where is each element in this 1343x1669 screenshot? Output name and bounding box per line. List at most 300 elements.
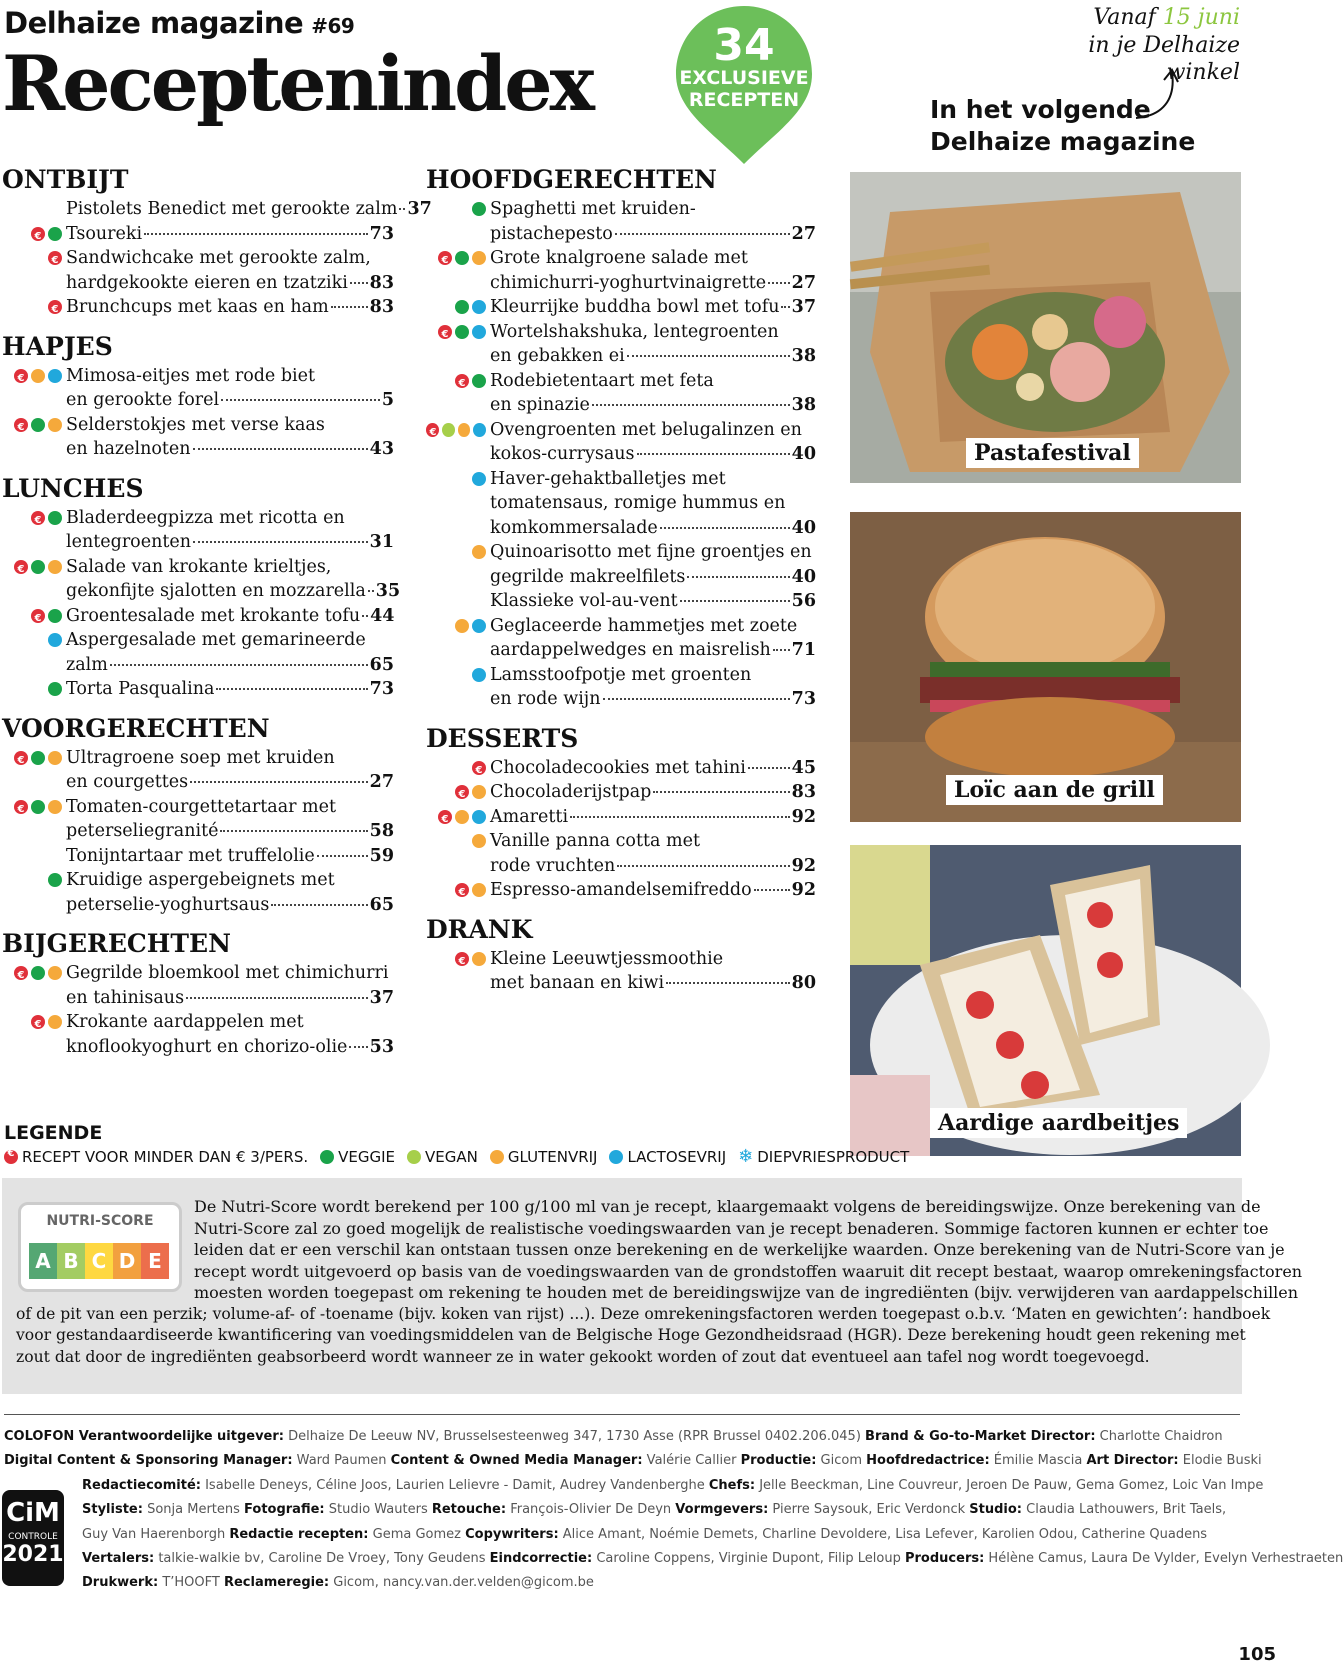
- page-ref: 71: [791, 640, 816, 660]
- recipe-label-dots: [2, 251, 62, 265]
- legend-item: [490, 1148, 598, 1166]
- recipe-entry: [426, 878, 816, 903]
- recipe-name: Spaghetti met kruiden-: [490, 199, 696, 219]
- page-ref: 83: [791, 782, 816, 802]
- recipe-label-dots: [2, 873, 62, 887]
- recipe-entry: [426, 947, 816, 996]
- recipe-label-dots: [426, 952, 486, 966]
- gf-dot-icon: [472, 952, 486, 966]
- page-ref: 56: [791, 591, 816, 611]
- recipe-name: Krokante aardappelen met: [66, 1012, 304, 1032]
- recipe-entry: [426, 829, 816, 878]
- cim-logo-name: CiM: [6, 1498, 60, 1528]
- dot-leader: [615, 233, 790, 235]
- badge-line-2: RECEPTEN: [688, 88, 800, 111]
- nutri-text-line: recept wordt uitgevoerd op basis van de voedingswaarden van de grondstoffen waaruit dit recept bestaat, waarop omrekeningsfactoren: [194, 1261, 1303, 1281]
- nutri-text-line: moesten worden toegepast om rekening te houden met de bereidingswijze van de ingrediënten (bijv. verwijderen van aardappelschillen: [194, 1283, 1299, 1302]
- nutri-text-line: of de pit van een perzik; volume-af- of -toename (bijv. koken van rijst) ...). Deze omrekeningsfactoren werden toegepast o.b.v. ‘Maten en gewichten’: handboek: [16, 1304, 1271, 1323]
- page-ref: 44: [370, 605, 395, 626]
- cim-logo: [2, 1490, 64, 1586]
- eur-dot-icon: [455, 883, 469, 897]
- legend-item: [320, 1148, 395, 1166]
- dot-leader: [773, 649, 790, 651]
- recipe-label-dots: [426, 761, 486, 775]
- recipe-name: aardappelwedges en maisrelish: [490, 640, 771, 660]
- recipe-name: Brunchcups met kaas en ham: [66, 297, 329, 317]
- nutri-text-line: Nutri-Score zal zo goed mogelijk de realistische voedingswaarden van je recept benaderen. Sommige factoren kunnen er echter toe: [194, 1218, 1269, 1238]
- recipe-entry: [2, 604, 394, 629]
- recipe-name: Klassieke vol-au-vent: [490, 591, 678, 611]
- colofon-role: Fotografie:: [244, 1502, 325, 1518]
- colofon-names: François-Olivier De Deyn: [506, 1502, 676, 1518]
- recipe-name: Mimosa-eitjes met rode biet: [66, 365, 316, 386]
- veg-dot-icon: [48, 227, 62, 241]
- magazine-title: [4, 6, 354, 40]
- gf-dot-icon: [458, 423, 471, 437]
- recipe-name: en gebakken ei: [490, 346, 625, 366]
- page-ref: 38: [791, 395, 816, 415]
- recipe-label-dots: [426, 545, 486, 559]
- photo-label-strawberry: Aardige aardbeitjes: [930, 1108, 1187, 1138]
- dot-leader: [627, 355, 790, 357]
- recipe-entry: [2, 1010, 394, 1059]
- note-date: 15 juni: [1162, 5, 1240, 30]
- colofon-role: Producers:: [904, 1551, 985, 1567]
- nutri-text-line: De Nutri-Score wordt berekend per 100 g/100 ml van je recept, klaargemaakt volgens de bereidingswijze. Onze berekening van de: [194, 1197, 1261, 1216]
- veg-dot-icon: [31, 800, 45, 814]
- recipe-name: hardgekookte eieren en tzatziki: [66, 272, 348, 293]
- eur-dot-icon: [14, 800, 28, 814]
- colofon-role: Eindcorrectie:: [489, 1551, 593, 1567]
- recipe-entry: [2, 961, 394, 1010]
- page-ref: 27: [791, 272, 816, 293]
- veg-dot-icon: [48, 682, 62, 696]
- recipe-label-dots: [426, 325, 486, 339]
- recipe-entry: [2, 197, 432, 222]
- page-ref: 83: [369, 297, 394, 317]
- recipe-label-dots: [2, 227, 62, 241]
- colofon-row: [4, 1425, 1244, 1449]
- recipe-name: Amaretti: [490, 806, 569, 827]
- eur-dot-icon: [14, 966, 28, 980]
- eur-dot-icon: [4, 1150, 18, 1164]
- veg-dot-icon: [31, 418, 45, 432]
- legend-row: [4, 1146, 917, 1167]
- gf-dot-icon: [472, 785, 486, 799]
- note-vanaf: Vanaf: [1093, 5, 1156, 30]
- recipe-name: kokos-currysaus: [490, 444, 635, 464]
- dot-leader: [653, 791, 789, 793]
- issue-number: #69: [311, 14, 355, 38]
- dot-leader: [399, 208, 405, 210]
- recipe-name: en spinazie: [490, 395, 590, 415]
- recipe-label-dots: [426, 300, 486, 314]
- eur-dot-icon: [31, 227, 45, 241]
- lac-dot-icon: [48, 369, 62, 383]
- legend-item: [4, 1148, 308, 1166]
- lac-dot-icon: [472, 472, 486, 486]
- note-line-2: in je Delhaize winkel: [1088, 32, 1240, 85]
- colofon-role: Digital Content & Sponsoring Manager:: [4, 1453, 293, 1469]
- section-title: HAPJES: [2, 331, 113, 361]
- nutri-grade-b: B: [57, 1243, 85, 1279]
- colofon-names: Jelle Beeckman, Line Couvreur, Jeroen De Pauw, Gema Gomez, Loic Van Impe: [755, 1477, 1264, 1493]
- page-ref: 53: [369, 1036, 394, 1057]
- colofon-names: Delhaize De Leeuw NV, Brusselsesteenweg 347, 1730 Asse (RPR Brussel 0402.206.045): [283, 1429, 866, 1444]
- recipe-name: Tsoureki: [66, 223, 143, 244]
- gf-dot-icon: [472, 834, 486, 848]
- snowflake-icon: ❄: [738, 1146, 754, 1167]
- nutri-score-logo-title: NUTRI-SCORE: [46, 1213, 154, 1229]
- recipe-entry: [426, 246, 816, 295]
- recipe-label-dots: [2, 418, 62, 432]
- legend-item: [738, 1146, 909, 1167]
- nutri-grade-d: D: [113, 1243, 141, 1279]
- dot-leader: [680, 600, 790, 602]
- recipe-entry: [2, 844, 394, 869]
- gf-dot-icon: [48, 418, 62, 432]
- dot-leader: [216, 688, 367, 690]
- veg-dot-icon: [320, 1150, 334, 1164]
- colofon-role: Copywriters:: [465, 1526, 559, 1542]
- eur-dot-icon: [48, 251, 62, 265]
- recipe-entry: [426, 320, 816, 369]
- recipe-name: Gegrilde bloemkool met chimichurri: [66, 963, 389, 983]
- dot-leader: [781, 306, 789, 308]
- veg-dot-icon: [455, 251, 469, 265]
- veg-dot-icon: [48, 511, 62, 525]
- colofon-names: talkie-walkie bv, Caroline De Vroey, Tony Geudens: [154, 1551, 490, 1567]
- recipe-entry: [426, 467, 816, 541]
- recipe-name: zalm: [66, 654, 108, 675]
- recipe-name: Kleurrijke buddha bowl met tofu: [490, 297, 780, 317]
- colofon-row: [4, 1523, 1244, 1547]
- section-title: BIJGERECHTEN: [2, 929, 231, 958]
- recipe-index-left-column: [2, 165, 432, 1071]
- veg-dot-icon: [31, 751, 45, 765]
- dot-leader: [349, 1046, 367, 1048]
- colofon-names: Ward Paumen: [292, 1453, 391, 1469]
- recipe-label-dots: [2, 560, 62, 574]
- legend-title: LEGENDE: [4, 1122, 103, 1144]
- dot-leader: [271, 904, 367, 906]
- legend-label: RECEPT VOOR MINDER DAN € 3/PERS.: [22, 1147, 309, 1166]
- photo-grill: [850, 512, 1241, 822]
- recipe-label-dots: [426, 785, 486, 799]
- recipe-name: komkommersalade: [490, 517, 658, 538]
- recipe-name: Pistolets Benedict met gerookte zalm: [66, 199, 398, 219]
- recipe-name: Espresso-amandelsemifreddo: [490, 880, 752, 900]
- section-title: LUNCHES: [2, 473, 144, 503]
- recipe-entry: [2, 413, 394, 462]
- colofon-names: Charlotte Chaidron: [1095, 1429, 1223, 1444]
- section-title: HOOFDGERECHTEN: [426, 165, 717, 194]
- recipe-name: gekonfijte sjalotten en mozzarella: [66, 581, 366, 601]
- gf-dot-icon: [472, 883, 486, 897]
- gf-dot-icon: [48, 800, 62, 814]
- recipe-name: Kruidige aspergebeignets met: [66, 870, 335, 890]
- recipe-name: Geglaceerde hammetjes met zoete: [490, 615, 798, 636]
- recipe-name: Haver-gehaktballetjes met: [490, 468, 726, 489]
- veg-dot-icon: [472, 374, 486, 388]
- recipe-entry: [2, 628, 394, 677]
- eur-dot-icon: [426, 423, 439, 437]
- recipe-entry: [426, 295, 816, 320]
- eur-dot-icon: [438, 810, 452, 824]
- recipe-entry: [2, 555, 401, 604]
- page-ref: 59: [369, 845, 394, 866]
- page-ref: 35: [375, 581, 401, 601]
- recipe-name: Bladerdeegpizza met ricotta en: [66, 507, 345, 528]
- recipe-name: en gerookte forel: [66, 390, 220, 410]
- recipe-name: Kleine Leeuwtjessmoothie: [490, 948, 724, 969]
- recipe-name: gegrilde makreelfilets: [490, 566, 686, 587]
- recipe-label-dots: [2, 511, 62, 525]
- legend-label: VEGGIE: [338, 1147, 396, 1166]
- recipe-label-dots: [426, 202, 486, 216]
- recipe-entry: [2, 677, 394, 702]
- recipe-label-dots: [2, 369, 62, 383]
- colofon-role: Retouche:: [431, 1502, 507, 1518]
- dot-leader: [221, 399, 380, 401]
- photo-label-pastafestival: Pastafestival: [966, 438, 1139, 468]
- dot-leader: [617, 865, 789, 867]
- colofon-names: Studio Wauters: [324, 1502, 432, 1518]
- recipe-name: Wortelshakshuka, lentegroenten: [490, 321, 779, 342]
- recipe-label-dots: [426, 810, 486, 824]
- colofon-names: Pierre Saysouk, Eric Verdonck: [768, 1502, 970, 1518]
- eur-dot-icon: [455, 374, 469, 388]
- page-ref: 31: [369, 532, 394, 552]
- nutri-grade-e: E: [141, 1243, 169, 1279]
- recipe-name: Ovengroenten met belugalinzen en: [490, 419, 802, 440]
- recipe-entry: [2, 295, 394, 320]
- eur-dot-icon: [438, 251, 452, 265]
- gf-dot-icon: [455, 619, 469, 633]
- recipe-name: Selderstokjes met verse kaas: [66, 414, 325, 435]
- nutri-grade-a: A: [29, 1243, 57, 1279]
- legend-label: VEGAN: [425, 1147, 478, 1166]
- colofon-role: Chefs:: [708, 1477, 756, 1493]
- lac-dot-icon: [48, 633, 62, 647]
- veg-dot-icon: [31, 966, 45, 980]
- colofon-role: Redactiecomité:: [82, 1477, 201, 1493]
- colofon-role: Content & Owned Media Manager:: [390, 1453, 643, 1469]
- recipe-label-dots: [426, 423, 486, 437]
- recipe-name: knoflookyoghurt en chorizo-olie: [66, 1036, 348, 1057]
- colofon-names: Valérie Callier: [642, 1453, 741, 1469]
- dot-leader: [144, 233, 368, 235]
- recipe-label-dots: [426, 472, 486, 486]
- eur-dot-icon: [48, 300, 62, 314]
- gf-dot-icon: [48, 1015, 62, 1029]
- colofon-names: Caroline Coppens, Virginie Dupont, Filip Leloup: [592, 1551, 905, 1567]
- badge-number: 34: [713, 20, 775, 71]
- colofon-names: Émilie Mascia: [989, 1453, 1087, 1469]
- recipe-entry: [2, 246, 394, 295]
- recipe-entry: [426, 540, 816, 589]
- colofon-names: Hélène Camus, Laura De Vylder, Evelyn Verhestraeten: [984, 1551, 1343, 1567]
- recipe-label-dots: [2, 800, 62, 814]
- recipe-name: Chocoladecookies met tahini: [490, 757, 746, 778]
- colofon-role: Studio:: [969, 1502, 1022, 1518]
- cim-logo-year: 2021: [2, 1542, 64, 1567]
- eur-dot-icon: [455, 952, 469, 966]
- recipe-entry: [2, 746, 394, 795]
- lac-dot-icon: [609, 1150, 623, 1164]
- nutri-text-line: zout dat door de ingrediënten geabsorbeerd wordt wanneer ze in water gekookt worden of zout dat eventueel aan tafel nog wordt toegevoegd.: [16, 1347, 1150, 1366]
- recipe-label-dots: [2, 633, 62, 647]
- dot-leader: [637, 453, 790, 455]
- recipe-name: met banaan en kiwi: [490, 973, 665, 993]
- colofon-role: Redactie recepten:: [229, 1526, 369, 1542]
- recipe-label-dots: [426, 883, 486, 897]
- eur-dot-icon: [438, 325, 452, 339]
- page-ref: 83: [369, 272, 394, 293]
- colofon-names: Sonja Mertens: [142, 1502, 245, 1518]
- recipe-name: Sandwichcake met gerookte zalm,: [66, 248, 371, 268]
- recipe-name: Salade van krokante krieltjes,: [66, 556, 332, 577]
- page-ref: 40: [791, 444, 816, 464]
- recipe-entry: [426, 589, 816, 614]
- colofon-row: [4, 1571, 1244, 1595]
- page-ref: 43: [369, 439, 394, 459]
- dot-leader: [190, 781, 368, 783]
- colofon-names: Isabelle Deneys, Céline Joos, Laurien Lelievre - Damit, Audrey Vandenberghe: [200, 1477, 709, 1493]
- colofon-names: Gicom: [816, 1453, 867, 1469]
- dot-leader: [317, 855, 368, 857]
- section-title: DRANK: [426, 914, 533, 944]
- nutri-grade-c: C: [85, 1243, 113, 1279]
- recipe-name: Torta Pasqualina: [66, 679, 215, 699]
- gf-dot-icon: [48, 751, 62, 765]
- lac-dot-icon: [472, 300, 486, 314]
- colofon-names: T’HOOFT: [158, 1575, 224, 1591]
- page-ref: 80: [791, 973, 816, 993]
- colofon-role: Drukwerk:: [82, 1575, 159, 1591]
- nutri-text-line: voor gestandaardiseerde kwantificering van voedingsmiddelen van de Belgische Hoge Gezondheidsraad (HGR). Deze berekening houdt geen rekening met: [16, 1326, 1246, 1344]
- next-issue-line-1: In het volgende: [930, 95, 1151, 124]
- page-ref: 92: [791, 880, 816, 900]
- recipe-name: Tonijntartaar met truffelolie: [66, 845, 315, 866]
- section-title: DESSERTS: [426, 723, 579, 753]
- recipe-entry: [426, 614, 816, 663]
- legend-label: LACTOSEVRIJ: [627, 1147, 727, 1166]
- colofon-role: Art Director:: [1086, 1453, 1179, 1469]
- page-ref: 27: [791, 223, 816, 244]
- recipe-name: lentegroenten: [66, 532, 192, 552]
- gf-dot-icon: [490, 1150, 504, 1164]
- page-ref: 5: [381, 390, 394, 410]
- recipe-name: rode vruchten: [490, 855, 616, 876]
- recipe-name: Grote knalgroene salade met: [490, 248, 748, 268]
- recipe-entry: [2, 795, 394, 844]
- colofon-names: Guy Van Haerenborgh: [82, 1526, 230, 1542]
- dot-leader: [592, 404, 790, 406]
- recipe-name: Groentesalade met krokante tofu: [66, 605, 361, 626]
- dot-leader: [110, 664, 368, 666]
- recipe-name: tomatensaus, romige hummus en: [490, 493, 786, 513]
- legend-item: [407, 1148, 478, 1166]
- recipe-label-dots: [2, 751, 62, 765]
- legend-label: DIEPVRIESPRODUCT: [757, 1147, 910, 1166]
- food-box-photo-icon: [850, 172, 1241, 483]
- eur-dot-icon: [14, 418, 28, 432]
- dot-leader: [754, 889, 790, 891]
- next-issue-label: [930, 94, 1195, 158]
- gf-dot-icon: [455, 810, 469, 824]
- page-number: 105: [1238, 1644, 1276, 1665]
- lac-dot-icon: [472, 668, 486, 682]
- recipe-entry: [426, 197, 816, 246]
- page-ref: 45: [791, 757, 816, 778]
- page-ref: 37: [369, 987, 394, 1008]
- dot-leader: [687, 576, 789, 578]
- nutri-score-info-box: [2, 1178, 1303, 1394]
- recipe-entry: [2, 868, 394, 917]
- recipe-entry: [426, 805, 816, 830]
- recipe-label-dots: [426, 251, 486, 265]
- recipe-label-dots: [2, 682, 62, 696]
- recipe-name: en hazelnoten: [66, 439, 191, 459]
- lac-dot-icon: [472, 810, 486, 824]
- gf-dot-icon: [472, 251, 486, 265]
- recipe-name: chimichurri-yoghurtvinaigrette: [490, 272, 767, 293]
- dot-leader: [660, 527, 790, 529]
- eur-dot-icon: [31, 511, 45, 525]
- gf-dot-icon: [472, 545, 486, 559]
- cim-logo-controle: CONTROLE: [8, 1532, 58, 1542]
- colofon-role: Productie:: [740, 1453, 817, 1469]
- recipe-entry: [426, 369, 816, 418]
- recipe-name: en courgettes: [66, 772, 189, 792]
- nutri-score-logo: [18, 1202, 182, 1292]
- colofon-role: Vormgevers:: [675, 1502, 769, 1518]
- vegan-dot-icon: [442, 423, 455, 437]
- recipe-name: Vanille panna cotta met: [490, 831, 700, 851]
- page-ref: 92: [791, 806, 816, 827]
- dot-leader: [193, 448, 368, 450]
- photo-pastafestival: [850, 172, 1241, 483]
- page-ref: 37: [791, 297, 816, 317]
- dot-leader: [331, 306, 368, 308]
- page-ref: 27: [369, 772, 394, 792]
- eur-dot-icon: [14, 751, 28, 765]
- colofon-role: Styliste:: [82, 1502, 143, 1518]
- dot-leader: [570, 816, 790, 818]
- dot-leader: [186, 997, 368, 999]
- recipe-label-dots: [426, 834, 486, 848]
- recipe-index-right-column: [426, 165, 816, 1008]
- veg-dot-icon: [455, 325, 469, 339]
- lac-dot-icon: [473, 423, 486, 437]
- eur-dot-icon: [14, 560, 28, 574]
- dot-leader: [666, 982, 790, 984]
- recipe-name: Quinoarisotto met fijne groentjes en: [490, 542, 812, 562]
- dot-leader: [768, 282, 790, 284]
- colofon-names: Gema Gomez: [368, 1526, 466, 1542]
- colofon-role: Vertalers:: [82, 1551, 155, 1567]
- section-title: ONTBIJT: [2, 165, 129, 194]
- dot-leader: [350, 282, 368, 284]
- colofon-names: Elodie Buski: [1178, 1453, 1262, 1469]
- eur-dot-icon: [31, 609, 45, 623]
- veg-dot-icon: [48, 609, 62, 623]
- recipe-count-badge: [672, 2, 816, 166]
- page-ref: 65: [369, 894, 394, 915]
- dot-leader: [603, 698, 790, 700]
- recipe-label-dots: [2, 966, 62, 980]
